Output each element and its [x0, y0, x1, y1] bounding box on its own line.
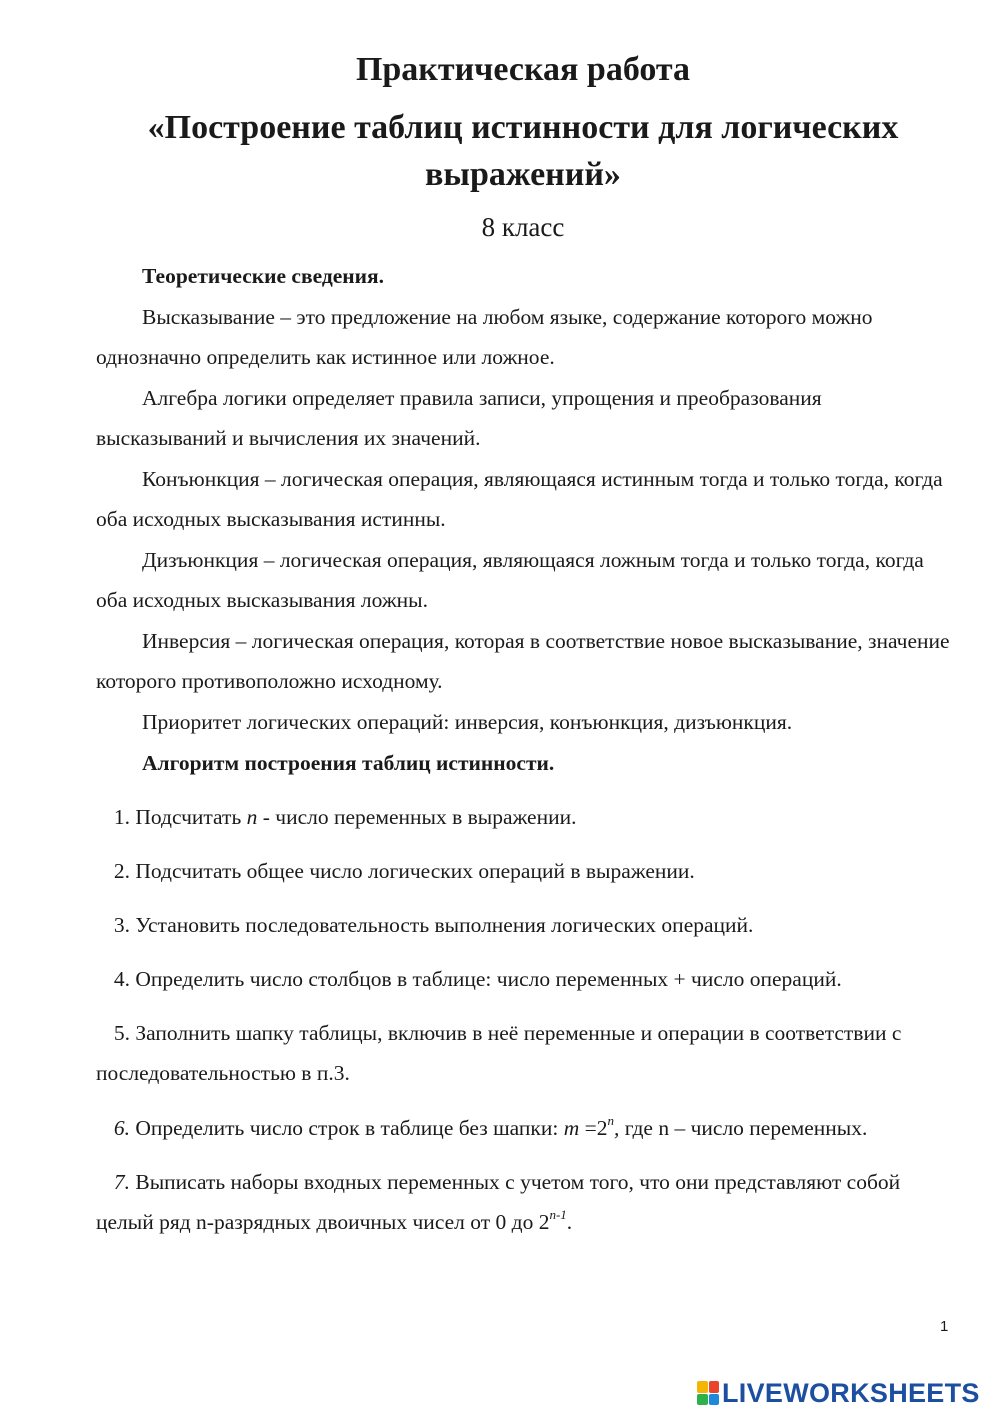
list-item	[96, 797, 956, 837]
list-item-text: где n – число переменных.	[619, 1116, 868, 1140]
theory-paragraph-priority: Приоритет логических операций: инверсия, конъюнкция, дизъюнкция.	[142, 710, 793, 734]
list-item-number: 7.	[113, 1170, 130, 1194]
list-item	[96, 1108, 956, 1148]
list-item-number: 4.	[113, 967, 130, 991]
list-item-number: 2.	[113, 859, 130, 883]
page-number: 1	[940, 1318, 949, 1335]
theory-paragraph-algebra: Алгебра логики определяет правила записи, упрощения и преобразования высказываний и вычисления их значений.	[96, 386, 822, 450]
algorithm-heading: Алгоритм построения таблиц истинности.	[142, 751, 555, 775]
formula-exponent: n	[607, 1112, 614, 1128]
list-item	[96, 905, 956, 945]
list-item-text: - число переменных в выражении.	[257, 805, 577, 829]
list-item-text: Определить число столбцов в таблице: число переменных + число операций.	[135, 967, 842, 991]
theory-paragraph-conjunction: Конъюнкция – логическая операция, являющаяся истинным тогда и только тогда, когда оба исходных высказывания истинны.	[96, 467, 943, 531]
formula-exponent: n-1	[549, 1206, 567, 1222]
subtitle-line-2: выражений»	[425, 156, 621, 193]
list-item-text: Заполнить шапку таблицы, включив в неё переменные и операции в соответствии с последовательностью в п.3.	[96, 1021, 902, 1085]
theory-paragraph-statement: Высказывание – это предложение на любом языке, содержание которого можно однозначно определить как истинное или ложное.	[96, 305, 873, 369]
theory-paragraph-disjunction: Дизъюнкция – логическая операция, являющаяся ложным тогда и только тогда, когда оба исходных высказывания ложны.	[96, 548, 924, 612]
formula-separator: ,	[613, 1116, 620, 1140]
list-item-text: Установить последовательность выполнения логических операций.	[135, 913, 754, 937]
list-item-text: Определить число строк в таблице без шапки:	[135, 1116, 564, 1140]
list-item	[96, 959, 956, 999]
list-item-number: 6.	[113, 1116, 130, 1140]
list-item-number: 3.	[113, 913, 130, 937]
list-item-number: 1.	[113, 805, 130, 829]
list-item-text: Выписать наборы входных переменных с учетом того, что они представляют собой целый ряд n-разрядных двоичных чисел от 0 до 2	[96, 1170, 901, 1234]
list-item	[96, 851, 956, 891]
liveworksheets-logo[interactable]	[697, 1378, 980, 1408]
list-item-text: Подсчитать общее число логических операций в выражении.	[135, 859, 695, 883]
theory-heading: Теоретические сведения.	[142, 264, 385, 288]
brand-name: LIVEWORKSHEETS	[722, 1377, 980, 1408]
variable-m: m	[563, 1116, 580, 1140]
grade-label: 8 класс	[481, 212, 565, 242]
subtitle-line-1: «Построение таблиц истинности для логических	[147, 109, 899, 146]
variable-n: n	[246, 805, 258, 829]
liveworksheets-icon	[697, 1381, 719, 1405]
list-item-number: 5.	[113, 1021, 130, 1045]
list-item-text: Подсчитать	[135, 805, 247, 829]
list-item-text: .	[566, 1210, 573, 1234]
list-item	[96, 1013, 956, 1093]
formula-base: =2	[579, 1116, 608, 1140]
list-item	[96, 1162, 956, 1242]
theory-paragraph-inversion: Инверсия – логическая операция, которая в соответствие новое высказывание, значение которого противоположно исходному.	[96, 629, 950, 693]
page-title: Практическая работа	[355, 51, 691, 88]
